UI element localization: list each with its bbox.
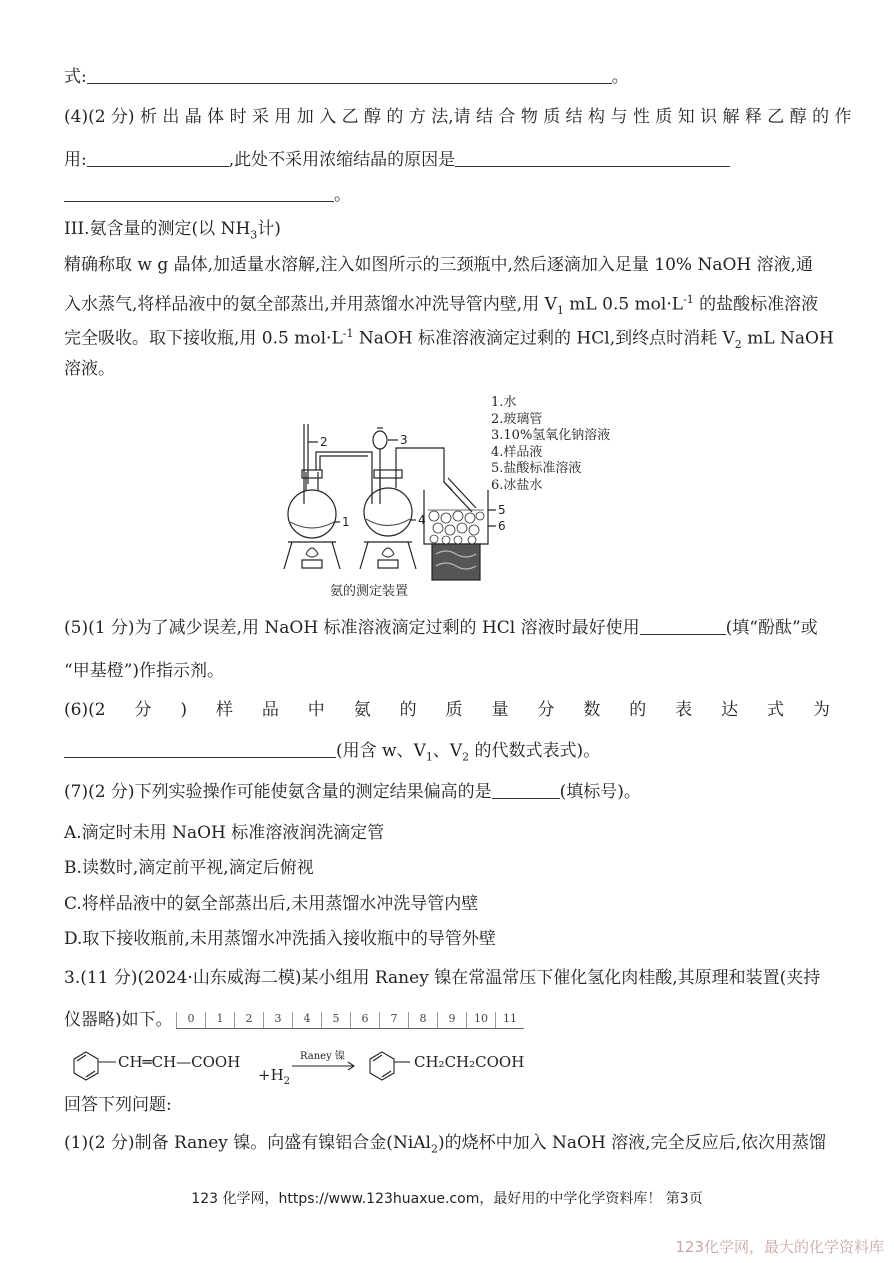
question-6-line1: (6)(2 分 ) 样 品 中 氨 的 质 量 分 数 的 表 达 式 为 xyxy=(64,700,830,720)
question-5-line2: “甲基橙”)作指示剂。 xyxy=(64,661,225,681)
paragraph-line3: 完全吸收。取下接收瓶,用 0.5 $mol\cdot L^{-1}$ NaOH 标准溶液滴定过剩的 HCl,到终点时消耗 $V_2$ mL NaOH xyxy=(64,327,834,352)
label-3: 3 xyxy=(400,433,408,447)
question-3-line1: 3.(11 分)(2024·山东威海二模)某小组用 Raney 镍在常温常压下催化氢化肉桂酸,其原理和装置(夹持 xyxy=(64,968,821,988)
watermark: 123化学网，最大的化学资料库 xyxy=(675,1238,884,1256)
paragraph-line1: 精确称取 w g 晶体,加适量水溶解,注入如图所示的三颈瓶中,然后逐滴加入足量 10% NaOH 溶液,通 xyxy=(64,255,814,275)
page-footer: 123 化学网，https://www.123huaxue.com，最好用的中学化学资料库！ 第3页 xyxy=(191,1191,703,1207)
question-3-line2: 仪器略)如下。 xyxy=(64,1010,173,1030)
answer-blank[interactable] xyxy=(455,150,730,167)
answer-blank[interactable] xyxy=(492,782,560,799)
option-d: D.取下接收瓶前,未用蒸馏水冲洗插入接收瓶中的导管外壁 xyxy=(64,929,496,949)
question-4-line3: 。 xyxy=(64,184,351,206)
label-1: 1 xyxy=(342,515,350,529)
reaction-equation xyxy=(64,1040,584,1086)
paragraph-line2: 入水蒸气,将样品液中的氨全部蒸出,并用蒸馏水冲洗导管内壁,用 $V_1$ mL 0.5 $mol\cdot L^{-1}$ 的盐酸标准溶液 xyxy=(64,293,819,318)
answer-blank[interactable] xyxy=(87,150,229,167)
question-3-part1: (1)(2 分)制备 Raney 镍。向盛有镍铝合金(NiAl$_2$)的烧杯中加入 NaOH 溶液,完全反应后,依次用蒸馏 xyxy=(64,1133,826,1156)
question-6-line2: (用含 w、$V_1$、$V_2$ 的代数式表式)。 xyxy=(64,740,600,768)
paragraph-line4: 溶液。 xyxy=(64,359,115,379)
ruler-scale: 0 1 2 3 4 5 6 7 8 9 10 11 xyxy=(176,1012,524,1029)
option-a: A.滴定时未用 NaOH 标准溶液润洗滴定管 xyxy=(64,823,385,843)
reactant-formula: CH═CH—COOH xyxy=(118,1053,241,1071)
plus-h2: $+H_2$ xyxy=(258,1066,291,1086)
answer-blank[interactable] xyxy=(64,185,334,202)
section-heading: III.氨含量的测定(以 $NH_3$计) xyxy=(64,219,281,242)
figure-caption: 氨的测定装置 xyxy=(330,584,409,599)
answer-blank[interactable] xyxy=(64,741,336,758)
question-4-line1: (4)(2 分) 析 出 晶 体 时 采 用 加 入 乙 醇 的 方 法,请 结 合 物 质 结 构 与 性 质 知 识 解 释 乙 醇 的 作 xyxy=(64,107,852,127)
option-c: C.将样品液中的氨全部蒸出后,未用蒸馏水冲洗导管内壁 xyxy=(64,894,479,914)
line-formula: 式: 。 xyxy=(64,67,629,87)
answer-prompt: 回答下列问题: xyxy=(64,1095,172,1115)
label-4: 4 xyxy=(418,513,426,527)
label-6: 6 xyxy=(498,519,506,533)
answer-blank[interactable] xyxy=(640,618,726,635)
answer-blank[interactable] xyxy=(87,67,612,84)
product-formula: CH₂CH₂COOH xyxy=(414,1053,525,1071)
question-7: (7)(2 分)下列实验操作可能使氨含量的测定结果偏高的是 (填标号)。 xyxy=(64,782,641,802)
question-5-line1: (5)(1 分)为了减少误差,用 NaOH 标准溶液滴定过剩的 HCl 溶液时最好使用 (填“酚酞”或 xyxy=(64,618,818,638)
option-b: B.读数时,滴定前平视,滴定后俯视 xyxy=(64,858,314,878)
figure-legend: 1.水 2.玻璃管 3.10%氢氧化钠溶液 4.样品液 5.盐酸标准溶液 6.冰盐水 xyxy=(491,395,611,493)
question-4-line2: 用: ,此处不采用浓缩结晶的原因是 xyxy=(64,149,730,171)
label-2: 2 xyxy=(320,435,328,449)
label-5: 5 xyxy=(498,503,506,517)
catalyst-label: Raney 镍 xyxy=(300,1051,345,1062)
